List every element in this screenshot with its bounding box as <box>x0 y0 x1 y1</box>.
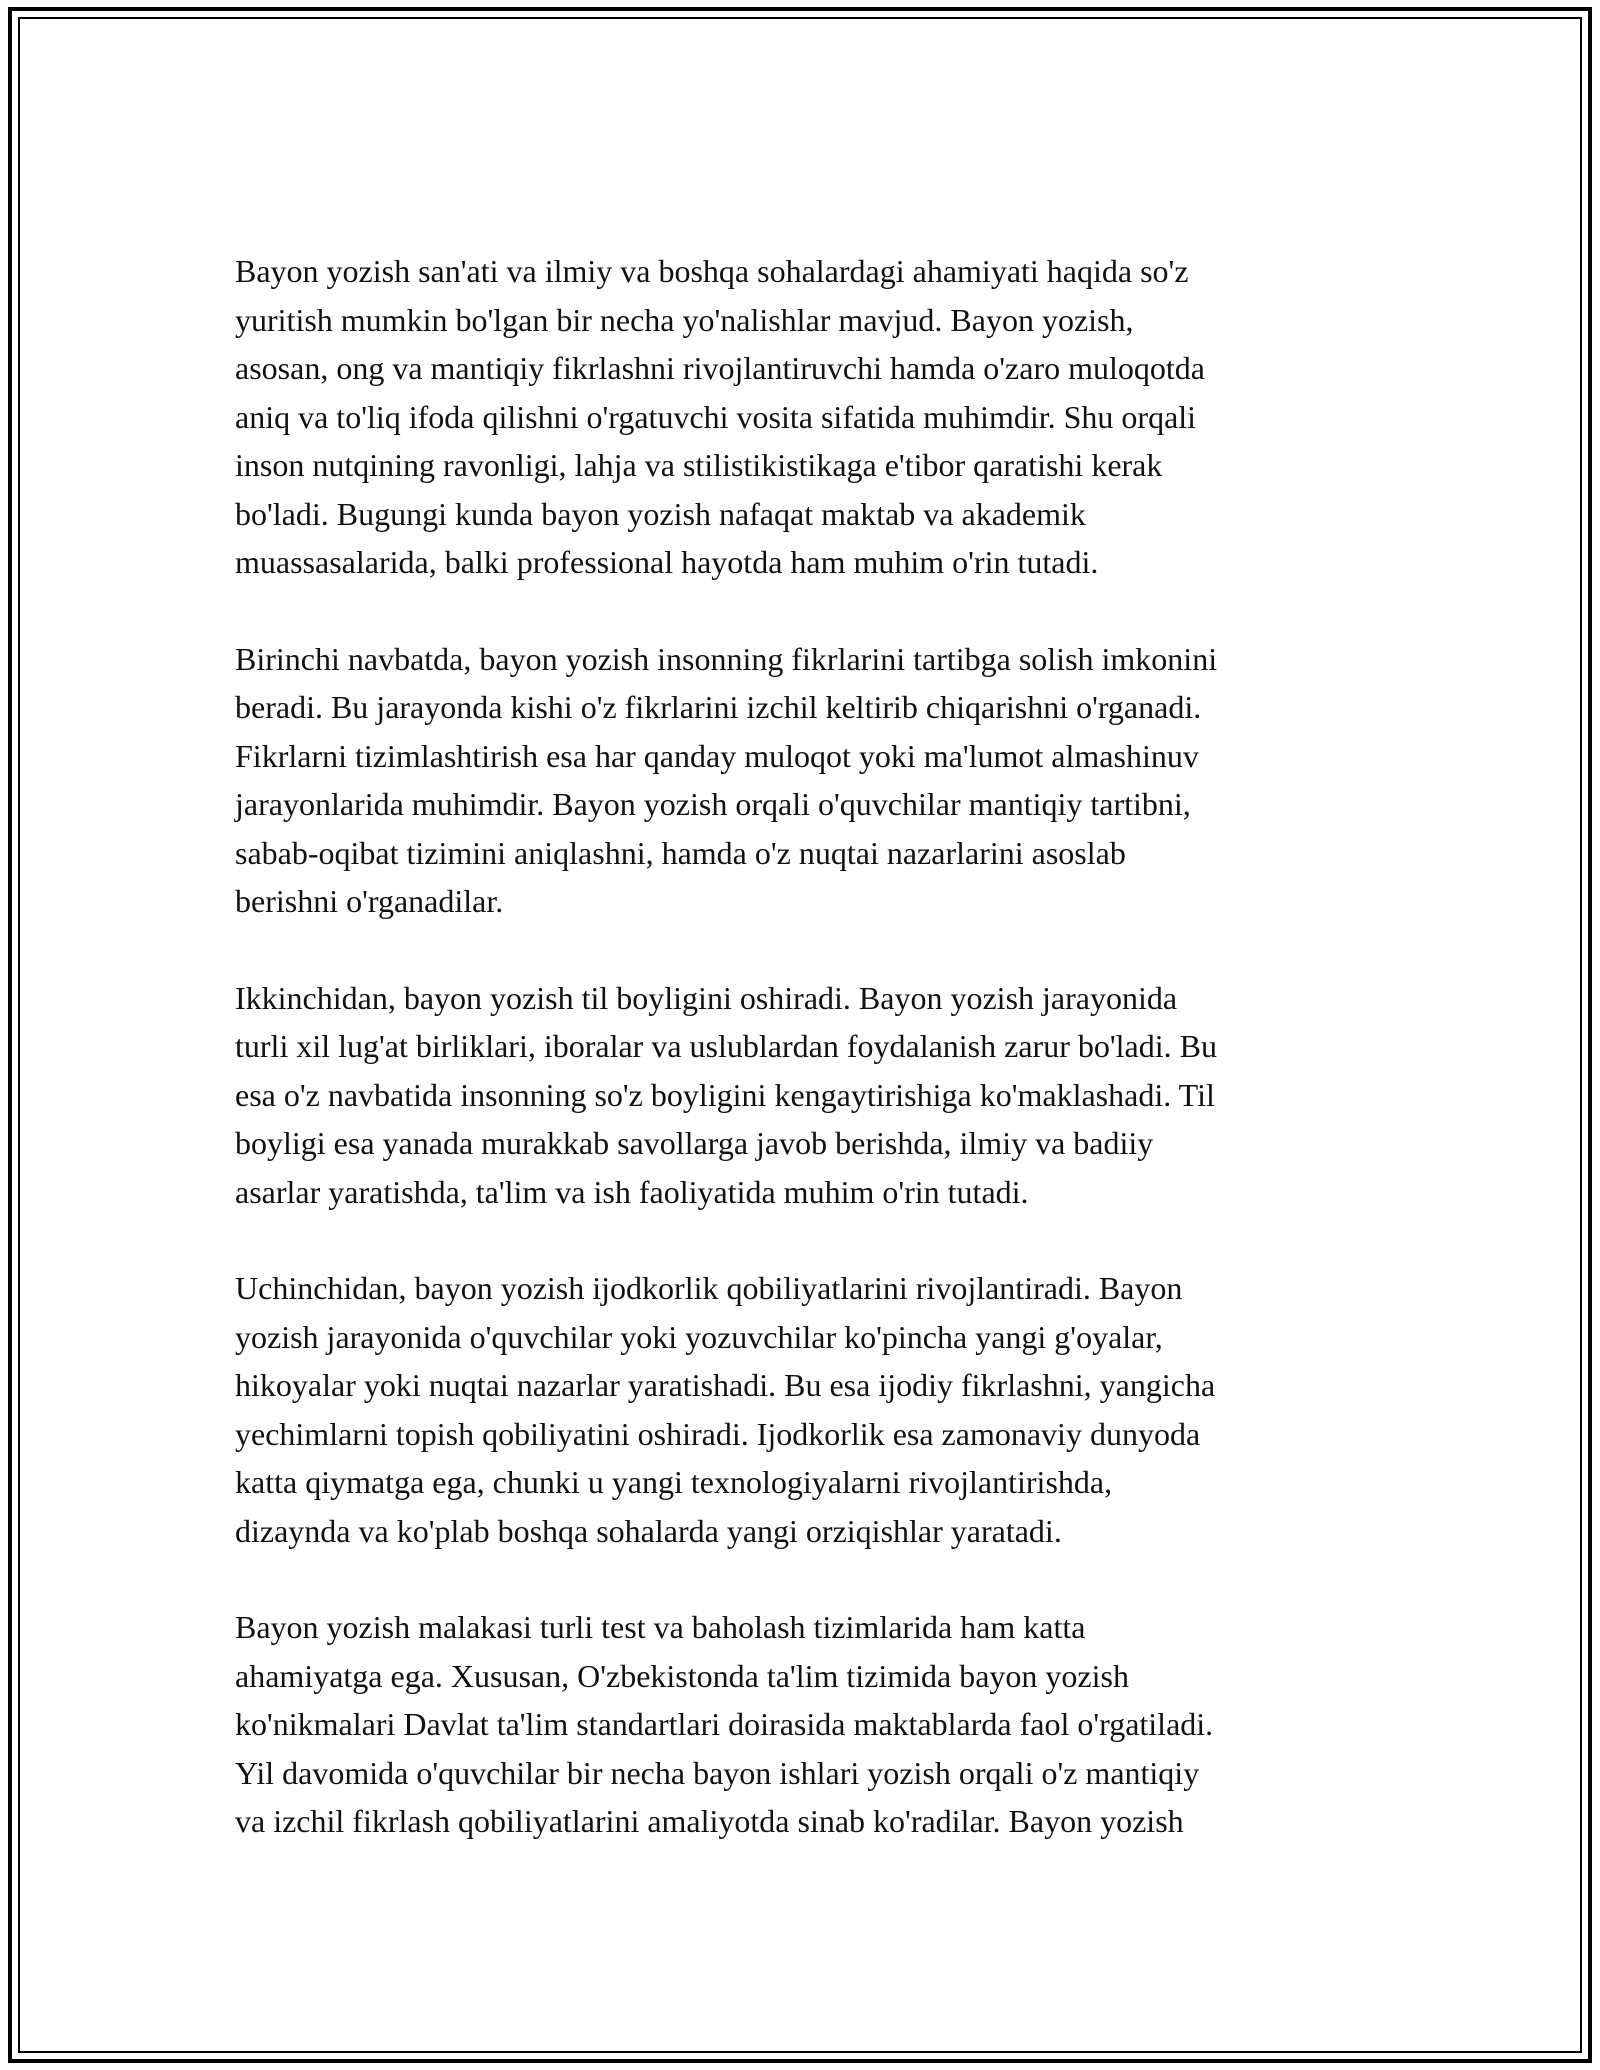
paragraph-3: Ikkinchidan, bayon yozish til boyligini oshiradi. Bayon yozish jarayonida turli xil lug'at birliklari, iboralar va uslublardan foydalanish zarur bo'ladi. Bu esa o'z navbatida insonning so'z boyligini kengaytirishiga ko'maklashadi. Til boyligi esa yanada murakkab savollarga javob berishda, ilmiy va badiiy asarlar yaratishda, ta'lim va ish faoliyatida muhim o'rin tutadi. <box>235 979 1217 1210</box>
paragraph-4: Uchinchidan, bayon yozish ijodkorlik qobiliyatlarini rivojlantiradi. Bayon yozish jarayonida o'quvchilar yoki yozuvchilar ko'pincha yangi g'oyalar, hikoyalar yoki nuqtai nazarlar yaratishadi. Bu esa ijodiy fikrlashni, yangicha yechimlarni topish qobiliyatini oshiradi. Ijodkorlik esa zamonaviy dunyoda katta qiymatga ega, chunki u yangi texnologiyalarni rivojlantirishda, dizaynda va ko'plab boshqa sohalarda yangi orziqishlar yaratadi. <box>235 1270 1216 1549</box>
document-body <box>235 247 1370 1846</box>
paragraph-1: Bayon yozish san'ati va ilmiy va boshqa sohalardagi ahamiyati haqida so'z yuritish mumkin bo'lgan bir necha yo'nalishlar mavjud. Bayon yozish, asosan, ong va mantiqiy fikrlashni rivojlantiruvchi hamda o'zaro muloqotda aniq va to'liq ifoda qilishni o'rgatuvchi vosita sifatida muhimdir. Shu orqali inson nutqining ravonligi, lahja va stilistikistikaga e'tibor qaratishi kerak bo'ladi. Bugungi kunda bayon yozish nafaqat maktab va akademik muassasalarida, balki professional hayotda ham muhim o'rin tutadi. <box>235 253 1205 580</box>
paragraph-2: Birinchi navbatda, bayon yozish insonning fikrlarini tartibga solish imkonini beradi. Bu jarayonda kishi o'z fikrlarini izchil keltirib chiqarishni o'rganadi. Fikrlarni tizimlashtirish esa har qanday muloqot yoki ma'lumot almashinuv jarayonlarida muhimdir. Bayon yozish orqali o'quvchilar mantiqiy tartibni, sabab-oqibat tizimini aniqlashni, hamda o'z nuqtai nazarlarini asoslab berishni o'rganadilar. <box>235 640 1218 919</box>
paragraph-5: Bayon yozish malakasi turli test va baholash tizimlarida ham katta ahamiyatga ega. Xususan, O'zbekistonda ta'lim tizimida bayon yozish ko'nikmalari Davlat ta'lim standartlari doirasida maktablarda faol o'rgatiladi. Yil davomida o'quvchilar bir necha bayon ishlari yozish orqali o'z mantiqiy va izchil fikrlash qobiliyatlarini amaliyotda sinab ko'radilar. Bayon yozish <box>235 1609 1214 1839</box>
